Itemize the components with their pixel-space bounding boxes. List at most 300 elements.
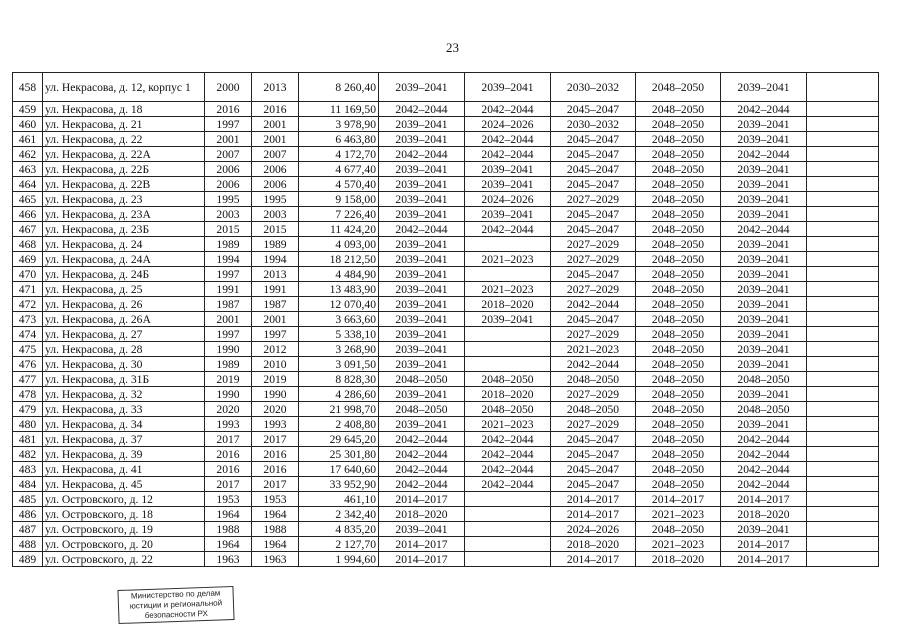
table-row [13,192,879,207]
period-cell-3: 2027–2029 [551,327,636,342]
period-cell-1: 2039–2041 [379,132,465,147]
area-cell: 8 260,40 [299,73,379,102]
empty-cell [807,282,879,297]
area-cell: 17 640,60 [299,462,379,477]
period-cell-3: 2045–2047 [551,147,636,162]
period-cell-5: 2042–2044 [721,447,807,462]
table-row [13,417,879,432]
table-row [13,342,879,357]
table-row [13,447,879,462]
period-cell-4: 2048–2050 [636,372,721,387]
row-number-cell: 477 [13,372,43,387]
period-cell-4: 2048–2050 [636,192,721,207]
area-cell: 13 483,90 [299,282,379,297]
address-cell: ул. Некрасова, д. 12, корпус 1 [43,73,205,102]
commission-year-cell: 1997 [252,327,299,342]
build-year-cell: 1995 [205,192,252,207]
period-cell-3: 2014–2017 [551,507,636,522]
period-cell-4: 2018–2020 [636,552,721,567]
housing-registry-table [12,72,879,567]
period-cell-3: 2048–2050 [551,402,636,417]
period-cell-1: 2042–2044 [379,222,465,237]
commission-year-cell: 2001 [252,117,299,132]
period-cell-4: 2048–2050 [636,522,721,537]
build-year-cell: 1990 [205,342,252,357]
area-cell: 2 127,70 [299,537,379,552]
row-number-cell: 461 [13,132,43,147]
row-number-cell: 462 [13,147,43,162]
empty-cell [807,402,879,417]
row-number-cell: 474 [13,327,43,342]
build-year-cell: 2001 [205,312,252,327]
empty-cell [807,387,879,402]
period-cell-4: 2048–2050 [636,222,721,237]
period-cell-5: 2014–2017 [721,492,807,507]
period-cell-1: 2042–2044 [379,147,465,162]
empty-cell [807,477,879,492]
ministry-stamp [117,586,234,624]
address-cell: ул. Некрасова, д. 33 [43,402,205,417]
period-cell-5: 2039–2041 [721,267,807,282]
address-cell: ул. Некрасова, д. 24А [43,252,205,267]
period-cell-2: 2018–2020 [465,297,551,312]
row-number-cell: 481 [13,432,43,447]
period-cell-3: 2045–2047 [551,102,636,117]
table-row [13,102,879,117]
period-cell-5: 2042–2044 [721,462,807,477]
period-cell-5: 2039–2041 [721,342,807,357]
period-cell-2 [465,552,551,567]
address-cell: ул. Некрасова, д. 24 [43,237,205,252]
period-cell-1: 2014–2017 [379,537,465,552]
commission-year-cell: 1964 [252,507,299,522]
period-cell-5: 2042–2044 [721,477,807,492]
area-cell: 8 828,30 [299,372,379,387]
period-cell-5: 2014–2017 [721,537,807,552]
address-cell: ул. Некрасова, д. 45 [43,477,205,492]
area-cell: 4 093,00 [299,237,379,252]
period-cell-4: 2048–2050 [636,162,721,177]
period-cell-3: 2027–2029 [551,192,636,207]
period-cell-2 [465,267,551,282]
commission-year-cell: 2019 [252,372,299,387]
period-cell-2: 2021–2023 [465,417,551,432]
table-row [13,207,879,222]
address-cell: ул. Островского, д. 19 [43,522,205,537]
area-cell: 25 301,80 [299,447,379,462]
area-cell: 4 677,40 [299,162,379,177]
period-cell-5: 2042–2044 [721,432,807,447]
row-number-cell: 458 [13,73,43,102]
period-cell-4: 2048–2050 [636,447,721,462]
period-cell-4: 2048–2050 [636,462,721,477]
period-cell-1: 2039–2041 [379,327,465,342]
table-row [13,522,879,537]
period-cell-1: 2039–2041 [379,312,465,327]
area-cell: 461,10 [299,492,379,507]
period-cell-5: 2014–2017 [721,552,807,567]
period-cell-4: 2048–2050 [636,387,721,402]
period-cell-3: 2045–2047 [551,312,636,327]
area-cell: 4 484,90 [299,267,379,282]
period-cell-5: 2039–2041 [721,387,807,402]
period-cell-3: 2014–2017 [551,552,636,567]
period-cell-3: 2045–2047 [551,162,636,177]
period-cell-4: 2021–2023 [636,507,721,522]
period-cell-4: 2048–2050 [636,432,721,447]
period-cell-2 [465,492,551,507]
build-year-cell: 1988 [205,522,252,537]
build-year-cell: 1989 [205,237,252,252]
build-year-cell: 2000 [205,73,252,102]
empty-cell [807,417,879,432]
empty-cell [807,327,879,342]
table-row [13,222,879,237]
period-cell-4: 2048–2050 [636,417,721,432]
period-cell-5: 2039–2041 [721,177,807,192]
period-cell-3: 2045–2047 [551,222,636,237]
empty-cell [807,342,879,357]
address-cell: ул. Некрасова, д. 32 [43,387,205,402]
period-cell-2: 2039–2041 [465,162,551,177]
area-cell: 1 994,60 [299,552,379,567]
row-number-cell: 478 [13,387,43,402]
address-cell: ул. Некрасова, д. 39 [43,447,205,462]
period-cell-1: 2014–2017 [379,492,465,507]
row-number-cell: 470 [13,267,43,282]
period-cell-5: 2039–2041 [721,282,807,297]
address-cell: ул. Некрасова, д. 21 [43,117,205,132]
commission-year-cell: 2017 [252,477,299,492]
row-number-cell: 479 [13,402,43,417]
build-year-cell: 2016 [205,447,252,462]
period-cell-5: 2039–2041 [721,117,807,132]
empty-cell [807,537,879,552]
table-row [13,432,879,447]
empty-cell [807,132,879,147]
commission-year-cell: 1990 [252,387,299,402]
period-cell-3: 2045–2047 [551,477,636,492]
area-cell: 5 338,10 [299,327,379,342]
build-year-cell: 1964 [205,507,252,522]
build-year-cell: 1993 [205,417,252,432]
commission-year-cell: 1987 [252,297,299,312]
period-cell-1: 2039–2041 [379,73,465,102]
row-number-cell: 464 [13,177,43,192]
period-cell-3: 2045–2047 [551,267,636,282]
empty-cell [807,447,879,462]
commission-year-cell: 2012 [252,342,299,357]
address-cell: ул. Некрасова, д. 23Б [43,222,205,237]
period-cell-3: 2042–2044 [551,357,636,372]
period-cell-2 [465,357,551,372]
table-row [13,327,879,342]
period-cell-4: 2021–2023 [636,537,721,552]
period-cell-2 [465,522,551,537]
commission-year-cell: 2020 [252,402,299,417]
period-cell-1: 2048–2050 [379,402,465,417]
period-cell-5: 2039–2041 [721,357,807,372]
empty-cell [807,117,879,132]
table-row [13,73,879,102]
row-number-cell: 482 [13,447,43,462]
table-row [13,372,879,387]
period-cell-4: 2048–2050 [636,73,721,102]
period-cell-5: 2018–2020 [721,507,807,522]
address-cell: ул. Некрасова, д. 41 [43,462,205,477]
address-cell: ул. Некрасова, д. 26 [43,297,205,312]
row-number-cell: 480 [13,417,43,432]
area-cell: 21 998,70 [299,402,379,417]
period-cell-1: 2039–2041 [379,387,465,402]
row-number-cell: 488 [13,537,43,552]
address-cell: ул. Островского, д. 12 [43,492,205,507]
build-year-cell: 2001 [205,132,252,147]
area-cell: 11 169,50 [299,102,379,117]
period-cell-1: 2042–2044 [379,447,465,462]
commission-year-cell: 2007 [252,147,299,162]
period-cell-4: 2048–2050 [636,207,721,222]
area-cell: 11 424,20 [299,222,379,237]
period-cell-2: 2024–2026 [465,117,551,132]
row-number-cell: 485 [13,492,43,507]
table-row [13,402,879,417]
commission-year-cell: 2016 [252,462,299,477]
period-cell-5: 2039–2041 [721,312,807,327]
period-cell-3: 2018–2020 [551,537,636,552]
area-cell: 33 952,90 [299,477,379,492]
period-cell-2: 2048–2050 [465,372,551,387]
period-cell-1: 2039–2041 [379,237,465,252]
area-cell: 7 226,40 [299,207,379,222]
table-row [13,507,879,522]
build-year-cell: 1989 [205,357,252,372]
period-cell-1: 2018–2020 [379,507,465,522]
row-number-cell: 484 [13,477,43,492]
period-cell-1: 2039–2041 [379,162,465,177]
period-cell-5: 2039–2041 [721,73,807,102]
period-cell-1: 2039–2041 [379,192,465,207]
period-cell-5: 2039–2041 [721,132,807,147]
period-cell-2: 2042–2044 [465,432,551,447]
row-number-cell: 466 [13,207,43,222]
period-cell-1: 2039–2041 [379,207,465,222]
period-cell-1: 2014–2017 [379,552,465,567]
period-cell-5: 2039–2041 [721,162,807,177]
commission-year-cell: 2006 [252,177,299,192]
period-cell-4: 2048–2050 [636,102,721,117]
period-cell-4: 2048–2050 [636,177,721,192]
period-cell-4: 2048–2050 [636,117,721,132]
period-cell-2 [465,537,551,552]
commission-year-cell: 2015 [252,222,299,237]
period-cell-2: 2039–2041 [465,207,551,222]
period-cell-1: 2039–2041 [379,522,465,537]
build-year-cell: 1990 [205,387,252,402]
period-cell-4: 2014–2017 [636,492,721,507]
table-row [13,147,879,162]
period-cell-2 [465,327,551,342]
table-row [13,357,879,372]
build-year-cell: 2020 [205,402,252,417]
commission-year-cell: 2010 [252,357,299,372]
period-cell-3: 2045–2047 [551,177,636,192]
period-cell-3: 2045–2047 [551,462,636,477]
address-cell: ул. Некрасова, д. 28 [43,342,205,357]
row-number-cell: 486 [13,507,43,522]
table-row [13,252,879,267]
build-year-cell: 2003 [205,207,252,222]
build-year-cell: 1964 [205,537,252,552]
empty-cell [807,102,879,117]
period-cell-3: 2048–2050 [551,372,636,387]
period-cell-3: 2045–2047 [551,432,636,447]
commission-year-cell: 1963 [252,552,299,567]
empty-cell [807,252,879,267]
period-cell-5: 2039–2041 [721,297,807,312]
period-cell-1: 2039–2041 [379,177,465,192]
period-cell-3: 2021–2023 [551,342,636,357]
address-cell: ул. Некрасова, д. 24Б [43,267,205,282]
empty-cell [807,147,879,162]
period-cell-2 [465,237,551,252]
address-cell: ул. Некрасова, д. 22В [43,177,205,192]
commission-year-cell: 1993 [252,417,299,432]
period-cell-2: 2042–2044 [465,102,551,117]
empty-cell [807,522,879,537]
table-row [13,132,879,147]
period-cell-5: 2039–2041 [721,252,807,267]
commission-year-cell: 2001 [252,312,299,327]
row-number-cell: 473 [13,312,43,327]
empty-cell [807,507,879,522]
area-cell: 29 645,20 [299,432,379,447]
empty-cell [807,312,879,327]
commission-year-cell: 2013 [252,267,299,282]
period-cell-4: 2048–2050 [636,297,721,312]
area-cell: 6 463,80 [299,132,379,147]
build-year-cell: 2007 [205,147,252,162]
address-cell: ул. Некрасова, д. 26А [43,312,205,327]
period-cell-1: 2048–2050 [379,372,465,387]
period-cell-3: 2014–2017 [551,492,636,507]
table-row [13,177,879,192]
commission-year-cell: 1994 [252,252,299,267]
period-cell-3: 2027–2029 [551,237,636,252]
period-cell-5: 2048–2050 [721,402,807,417]
address-cell: ул. Островского, д. 18 [43,507,205,522]
period-cell-1: 2042–2044 [379,102,465,117]
build-year-cell: 2017 [205,432,252,447]
commission-year-cell: 1989 [252,237,299,252]
period-cell-4: 2048–2050 [636,312,721,327]
address-cell: ул. Некрасова, д. 22А [43,147,205,162]
period-cell-2: 2021–2023 [465,252,551,267]
period-cell-3: 2045–2047 [551,207,636,222]
period-cell-3: 2027–2029 [551,252,636,267]
period-cell-1: 2039–2041 [379,297,465,312]
period-cell-4: 2048–2050 [636,402,721,417]
page-number: 23 [446,40,459,55]
row-number-cell: 489 [13,552,43,567]
commission-year-cell: 2001 [252,132,299,147]
area-cell: 18 212,50 [299,252,379,267]
build-year-cell: 2006 [205,177,252,192]
period-cell-3: 2045–2047 [551,132,636,147]
build-year-cell: 2017 [205,477,252,492]
empty-cell [807,267,879,282]
table-row [13,387,879,402]
period-cell-1: 2039–2041 [379,282,465,297]
period-cell-2: 2039–2041 [465,73,551,102]
build-year-cell: 2016 [205,462,252,477]
period-cell-1: 2039–2041 [379,267,465,282]
row-number-cell: 475 [13,342,43,357]
period-cell-5: 2042–2044 [721,222,807,237]
period-cell-1: 2042–2044 [379,462,465,477]
area-cell: 9 158,00 [299,192,379,207]
row-number-cell: 468 [13,237,43,252]
area-cell: 12 070,40 [299,297,379,312]
period-cell-2: 2042–2044 [465,447,551,462]
period-cell-2: 2039–2041 [465,312,551,327]
row-number-cell: 476 [13,357,43,372]
table-row [13,282,879,297]
table-row [13,462,879,477]
period-cell-2: 2042–2044 [465,132,551,147]
period-cell-5: 2042–2044 [721,102,807,117]
empty-cell [807,177,879,192]
empty-cell [807,222,879,237]
period-cell-1: 2039–2041 [379,117,465,132]
table-row [13,477,879,492]
area-cell: 4 835,20 [299,522,379,537]
table-row [13,537,879,552]
period-cell-3: 2042–2044 [551,297,636,312]
period-cell-4: 2048–2050 [636,477,721,492]
period-cell-1: 2042–2044 [379,432,465,447]
address-cell: ул. Некрасова, д. 31Б [43,372,205,387]
table-row [13,237,879,252]
period-cell-3: 2024–2026 [551,522,636,537]
period-cell-2: 2048–2050 [465,402,551,417]
area-cell: 4 286,60 [299,387,379,402]
area-cell: 2 408,80 [299,417,379,432]
area-cell: 4 172,70 [299,147,379,162]
row-number-cell: 467 [13,222,43,237]
commission-year-cell: 2003 [252,207,299,222]
build-year-cell: 1997 [205,117,252,132]
build-year-cell: 1953 [205,492,252,507]
empty-cell [807,552,879,567]
empty-cell [807,192,879,207]
commission-year-cell: 1988 [252,522,299,537]
period-cell-4: 2048–2050 [636,132,721,147]
commission-year-cell: 2006 [252,162,299,177]
commission-year-cell: 1995 [252,192,299,207]
period-cell-4: 2048–2050 [636,282,721,297]
period-cell-4: 2048–2050 [636,237,721,252]
address-cell: ул. Некрасова, д. 22Б [43,162,205,177]
empty-cell [807,207,879,222]
row-number-cell: 487 [13,522,43,537]
stamp-line: безопасности РХ [144,608,209,621]
period-cell-5: 2039–2041 [721,327,807,342]
commission-year-cell: 2013 [252,73,299,102]
row-number-cell: 483 [13,462,43,477]
commission-year-cell: 1991 [252,282,299,297]
empty-cell [807,357,879,372]
